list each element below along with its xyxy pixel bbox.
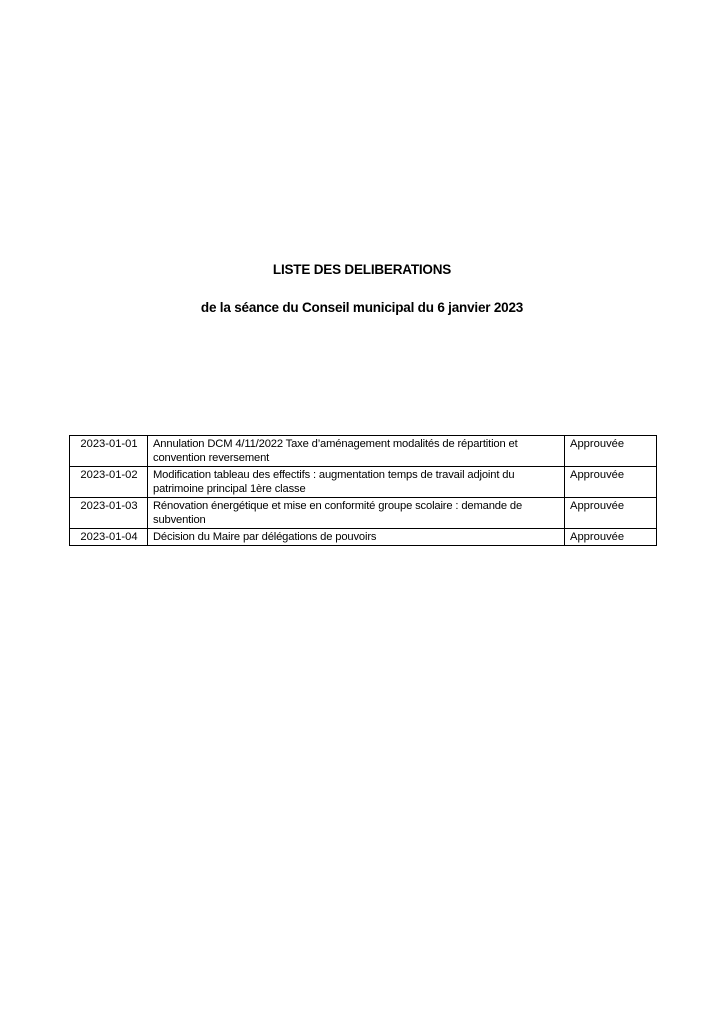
- deliberation-subject: Modification tableau des effectifs : augmentation temps de travail adjoint du patrimoine principal 1ère classe: [148, 467, 565, 498]
- deliberations-table: [69, 435, 657, 546]
- table-row: [70, 436, 657, 467]
- deliberation-number: 2023-01-01: [70, 436, 148, 467]
- table-row: [70, 498, 657, 529]
- deliberation-subject: Rénovation énergétique et mise en conformité groupe scolaire : demande de subvention: [148, 498, 565, 529]
- document-subtitle: de la séance du Conseil municipal du 6 janvier 2023: [200, 300, 524, 315]
- table-row: [70, 467, 657, 498]
- deliberation-status: Approuvée: [565, 436, 657, 467]
- deliberation-status: Approuvée: [565, 498, 657, 529]
- deliberation-subject: Annulation DCM 4/11/2022 Taxe d’aménagement modalités de répartition et convention reversement: [148, 436, 565, 467]
- deliberation-status: Approuvée: [565, 467, 657, 498]
- deliberation-subject: Décision du Maire par délégations de pouvoirs: [148, 529, 565, 546]
- document-title: LISTE DES DELIBERATIONS: [272, 262, 452, 277]
- deliberation-status: Approuvée: [565, 529, 657, 546]
- deliberation-number: 2023-01-04: [70, 529, 148, 546]
- table-row: [70, 529, 657, 546]
- deliberation-number: 2023-01-02: [70, 467, 148, 498]
- deliberation-number: 2023-01-03: [70, 498, 148, 529]
